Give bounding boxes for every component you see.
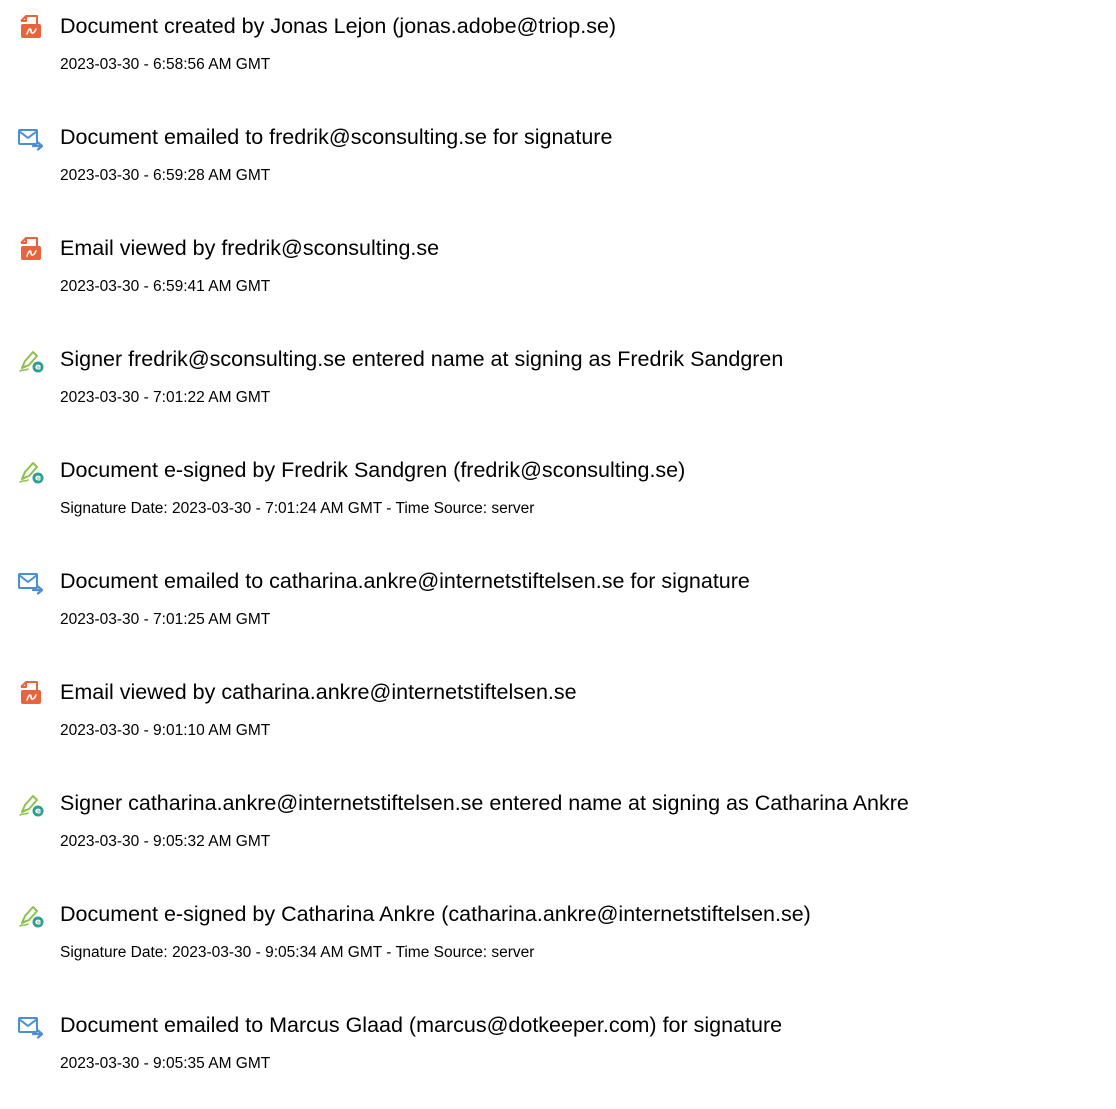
audit-event <box>0 888 1116 968</box>
esign-pen-icon <box>18 903 44 929</box>
audit-event <box>0 555 1116 635</box>
audit-event <box>0 0 1116 80</box>
event-timestamp: 2023-03-30 - 9:05:32 AM GMT <box>60 833 271 850</box>
audit-event <box>0 444 1116 524</box>
event-timestamp: 2023-03-30 - 6:59:41 AM GMT <box>60 278 271 295</box>
email-sent-icon <box>18 570 44 596</box>
event-title: Email viewed by catharina.ankre@internetstiftelsen.se <box>60 680 577 704</box>
event-title: Document e-signed by Catharina Ankre (catharina.ankre@internetstiftelsen.se) <box>60 902 811 926</box>
event-title: Email viewed by fredrik@sconsulting.se <box>60 236 440 260</box>
audit-event <box>0 666 1116 746</box>
signature-date: Signature Date: 2023-03-30 - 9:05:34 AM GMT - Time Source: server <box>60 944 535 961</box>
event-timestamp: 2023-03-30 - 6:58:56 AM GMT <box>60 56 271 73</box>
event-timestamp: 2023-03-30 - 9:01:10 AM GMT <box>60 722 271 739</box>
event-timestamp: 2023-03-30 - 7:01:22 AM GMT <box>60 389 271 406</box>
document-viewed-icon <box>18 237 44 263</box>
audit-event <box>0 999 1116 1079</box>
email-sent-icon <box>18 1014 44 1040</box>
esign-pen-icon <box>18 348 44 374</box>
event-timestamp: 2023-03-30 - 7:01:25 AM GMT <box>60 611 271 628</box>
event-title: Document e-signed by Fredrik Sandgren (fredrik@sconsulting.se) <box>60 458 686 482</box>
event-title: Document emailed to catharina.ankre@internetstiftelsen.se for signature <box>60 569 750 593</box>
event-title: Document created by Jonas Lejon (jonas.adobe@triop.se) <box>60 14 617 38</box>
signature-date: Signature Date: 2023-03-30 - 7:01:24 AM GMT - Time Source: server <box>60 500 535 517</box>
email-sent-icon <box>18 126 44 152</box>
audit-event <box>0 222 1116 302</box>
event-timestamp: 2023-03-30 - 9:05:35 AM GMT <box>60 1055 271 1072</box>
event-title: Document emailed to Marcus Glaad (marcus@dotkeeper.com) for signature <box>60 1013 783 1037</box>
event-title: Signer catharina.ankre@internetstiftelsen.se entered name at signing as Catharina Ankre <box>60 791 909 815</box>
esign-pen-icon <box>18 792 44 818</box>
event-title: Document emailed to fredrik@sconsulting.se for signature <box>60 125 613 149</box>
audit-event <box>0 777 1116 857</box>
audit-event <box>0 111 1116 191</box>
event-title: Signer fredrik@sconsulting.se entered name at signing as Fredrik Sandgren <box>60 347 784 371</box>
document-created-icon <box>18 15 44 41</box>
event-timestamp: 2023-03-30 - 6:59:28 AM GMT <box>60 167 271 184</box>
document-viewed-icon <box>18 681 44 707</box>
esign-pen-icon <box>18 459 44 485</box>
audit-event <box>0 333 1116 413</box>
